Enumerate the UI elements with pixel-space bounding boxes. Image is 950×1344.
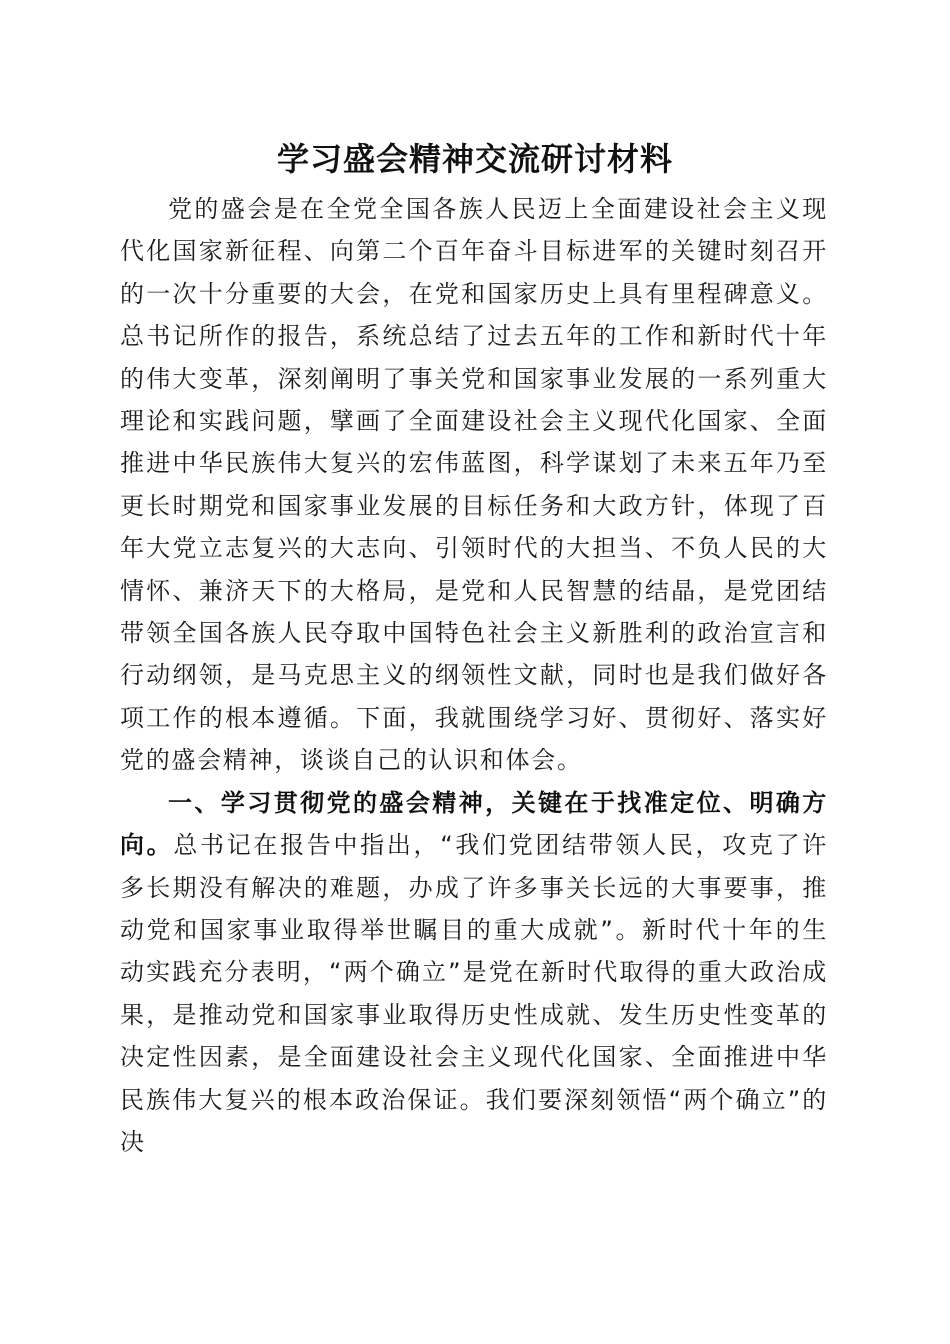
- document-body: [120, 188, 828, 1163]
- section-one-text: 总书记在报告中指出，“我们党团结带领人民，攻克了许多长期没有解决的难题，办成了许多事关长远的大事要事，推动党和国家事业取得举世瞩目的重大成就”。新时代十年的生动实践充分表明，“两个确立”是党在新时代取得的重大政治成果，是推动党和国家事业取得历史性成就、发生历史性变革的决定性因素，是全面建设社会主义现代化国家、全面推进中华民族伟大复兴的根本政治保证。我们要深刻领悟“两个确立”的决: [120, 831, 828, 1156]
- document-title: 学习盛会精神交流研讨材料: [276, 140, 673, 178]
- section-one-heading: 一、学习贯彻党的盛会精神，关键在于找准定位、明确方向。: [120, 788, 828, 860]
- paragraph-section-one: [120, 782, 828, 1164]
- paragraph-intro: [120, 188, 828, 782]
- paragraph-intro-text: 党的盛会是在全党全国各族人民迈上全面建设社会主义现代化国家新征程、向第二个百年奋斗目标进军的关键时刻召开的一次十分重要的大会，在党和国家历史上具有里程碑意义。总书记所作的报告，系统总结了过去五年的工作和新时代十年的伟大变革，深刻阐明了事关党和国家事业发展的一系列重大理论和实践问题，擘画了全面建设社会主义现代化国家、全面推进中华民族伟大复兴的宏伟蓝图，科学谋划了未来五年乃至更长时期党和国家事业发展的目标任务和大政方针，体现了百年大党立志复兴的大志向、引领时代的大担当、不负人民的大情怀、兼济天下的大格局，是党和人民智慧的结晶，是党团结带领全国各族人民夺取中国特色社会主义新胜利的政治宣言和行动纲领，是马克思主义的纲领性文献，同时也是我们做好各项工作的根本遵循。下面，我就围绕学习好、贯彻好、落实好党的盛会精神，谈谈自己的认识和体会。: [120, 195, 828, 775]
